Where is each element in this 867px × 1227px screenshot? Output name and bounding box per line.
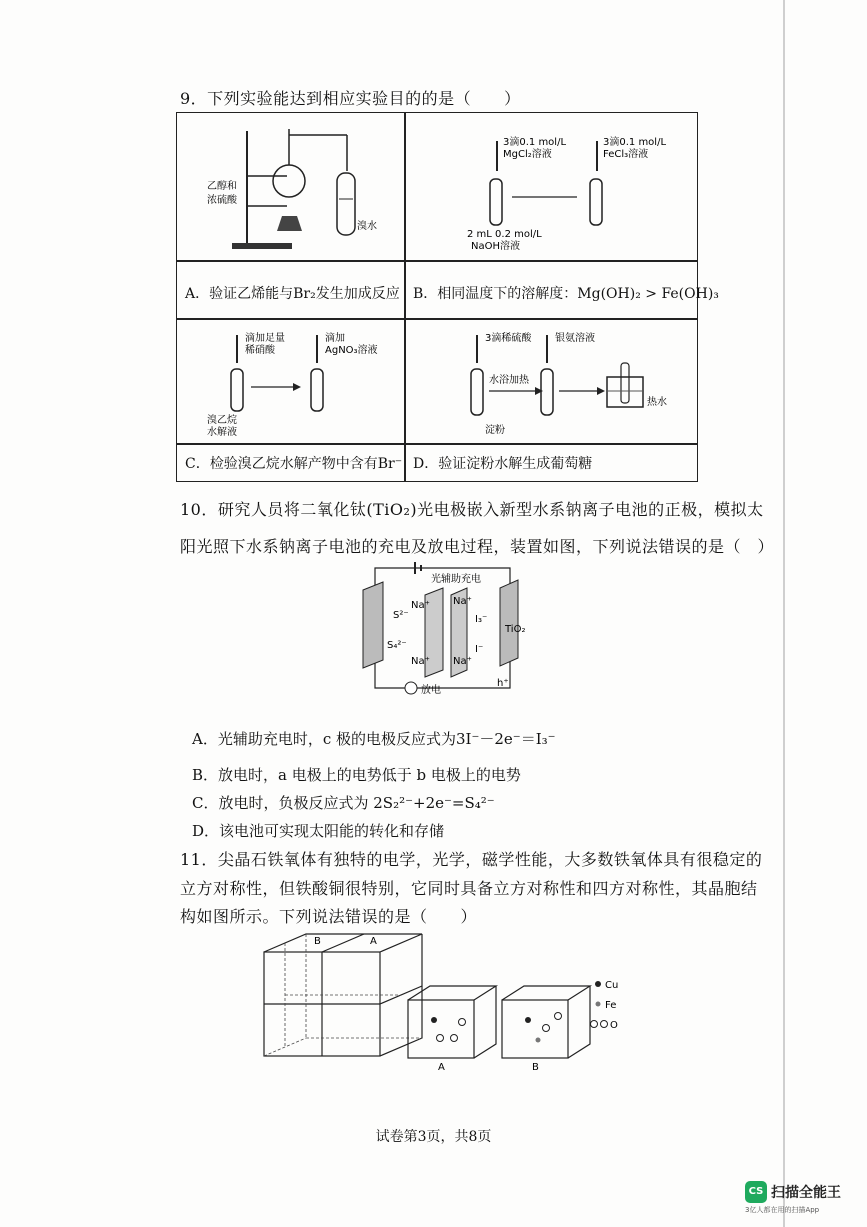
q10-na-2: Na⁺	[453, 596, 472, 607]
q11-crystal-diagram	[258, 928, 628, 1073]
fig-c-label-2: 稀硝酸	[245, 345, 275, 356]
q10-stem-line2: 阳光照下水系钠离子电池的充电及放电过程，装置如图，下列说法错误的是（ ）	[180, 537, 775, 556]
q9-stem: 9．下列实验能达到相应实验目的的是（ ）	[180, 89, 521, 108]
fig-a-label-2: 浓硫酸	[207, 195, 237, 206]
fig-b-label-2: MgCl₂溶液	[503, 149, 552, 160]
fig-d-label-2: 银氨溶液	[555, 333, 595, 344]
q10-option-d: D．该电池可实现太阳能的转化和存储	[192, 822, 445, 840]
fig-c-label-4: AgNO₃溶液	[325, 345, 378, 356]
table-divider-vertical	[404, 113, 406, 481]
q10-tio2-label: TiO₂	[505, 624, 526, 635]
q10-option-a: A．光辅助充电时，c 极的电极反应式为3I⁻－2e⁻＝I₃⁻	[192, 730, 556, 748]
q11-grid-label-b: B	[314, 936, 321, 947]
q10-battery-diagram	[355, 560, 530, 700]
q10-na-1: Na⁺	[411, 600, 430, 611]
page-footer: 试卷第3页，共8页	[375, 1129, 492, 1145]
watermark-tagline: 3亿人都在用的扫描App	[745, 1206, 820, 1214]
scanner-watermark	[745, 1177, 865, 1217]
fig-c-label-6: 水解液	[207, 427, 237, 438]
fig-c-label-3: 滴加	[325, 333, 345, 344]
q11-grid-label-a: A	[370, 936, 377, 947]
fig-b-label-6: NaOH溶液	[471, 241, 520, 252]
q10-i-label: I⁻	[475, 644, 484, 655]
q10-charge-label: 光辅助充电	[431, 574, 481, 585]
q11-legend-fe: Fe	[605, 1000, 617, 1011]
q10-discharge-label: 放电	[421, 685, 441, 696]
page-edge	[783, 0, 785, 1227]
q11-cell-label-b: B	[532, 1062, 539, 1073]
fig-d-label-4: 淀粉	[485, 425, 505, 436]
q11-stem-line3: 构如图所示。下列说法错误的是（ ）	[180, 907, 478, 926]
q10-stem-line1: 10．研究人员将二氧化钛(TiO₂)光电极嵌入新型水系钠离子电池的正极，模拟太	[180, 500, 764, 519]
fig-b-label-5: 2 mL 0.2 mol/L	[467, 229, 542, 240]
fig-b-label-3: 3滴0.1 mol/L	[603, 137, 667, 148]
q10-s4-label: S₄²⁻	[387, 640, 407, 651]
q10-i3-label: I₃⁻	[475, 614, 488, 625]
q10-s2-label: S²⁻	[393, 610, 409, 621]
q9-option-a: A．验证乙烯能与Br₂发生加成反应	[185, 286, 400, 302]
fig-d-label-5: 热水	[647, 397, 667, 408]
fig-a-label-3: 溴水	[357, 221, 377, 232]
q11-stem-line2: 立方对称性，但铁酸铜很特别，它同时具备立方对称性和四方对称性，其晶胞结	[180, 879, 758, 898]
q9-option-d: D．验证淀粉水解生成葡萄糖	[413, 456, 593, 472]
q9-table	[176, 112, 719, 482]
table-divider-3	[177, 443, 697, 445]
fig-c-tubes	[207, 325, 397, 440]
q10-na-3: Na⁺	[411, 656, 430, 667]
q10-h-label: h⁺	[497, 678, 509, 689]
fig-c-label-5: 溴乙烷	[207, 415, 237, 426]
fig-c-label-1: 滴加足量	[245, 333, 285, 344]
q11-stem-line1: 11．尖晶石铁氧体有独特的电学，光学，磁学性能，大多数铁氧体具有很稳定的	[180, 850, 763, 869]
watermark-app-name: 扫描全能王	[771, 1185, 841, 1201]
table-divider-2	[177, 318, 697, 320]
fig-b-label-1: 3滴0.1 mol/L	[503, 137, 567, 148]
fig-d-label-1: 3滴稀硫酸	[485, 333, 532, 344]
q11-legend-o: O	[610, 1020, 618, 1031]
fig-d-apparatus	[417, 325, 692, 440]
fig-a-apparatus	[207, 121, 397, 256]
q9-option-b: B．相同温度下的溶解度：Mg(OH)₂ > Fe(OH)₃	[413, 286, 719, 302]
q11-cell-label-a: A	[438, 1062, 445, 1073]
table-divider-1	[177, 260, 697, 262]
q10-option-b: B．放电时，a 电极上的电势低于 b 电极上的电势	[192, 766, 521, 784]
fig-b-tubes	[417, 121, 687, 256]
fig-d-label-3: 水浴加热	[489, 375, 529, 386]
fig-b-label-4: FeCl₃溶液	[603, 149, 649, 160]
q11-legend-cu: Cu	[605, 980, 619, 991]
q10-na-4: Na⁺	[453, 656, 472, 667]
q9-option-c: C．检验溴乙烷水解产物中含有Br⁻	[185, 456, 403, 472]
q10-option-c: C．放电时，负极反应式为 2S₂²⁻+2e⁻=S₄²⁻	[192, 794, 495, 812]
camscanner-logo-icon: CS	[745, 1181, 767, 1203]
fig-a-label-1: 乙醇和	[207, 181, 237, 192]
